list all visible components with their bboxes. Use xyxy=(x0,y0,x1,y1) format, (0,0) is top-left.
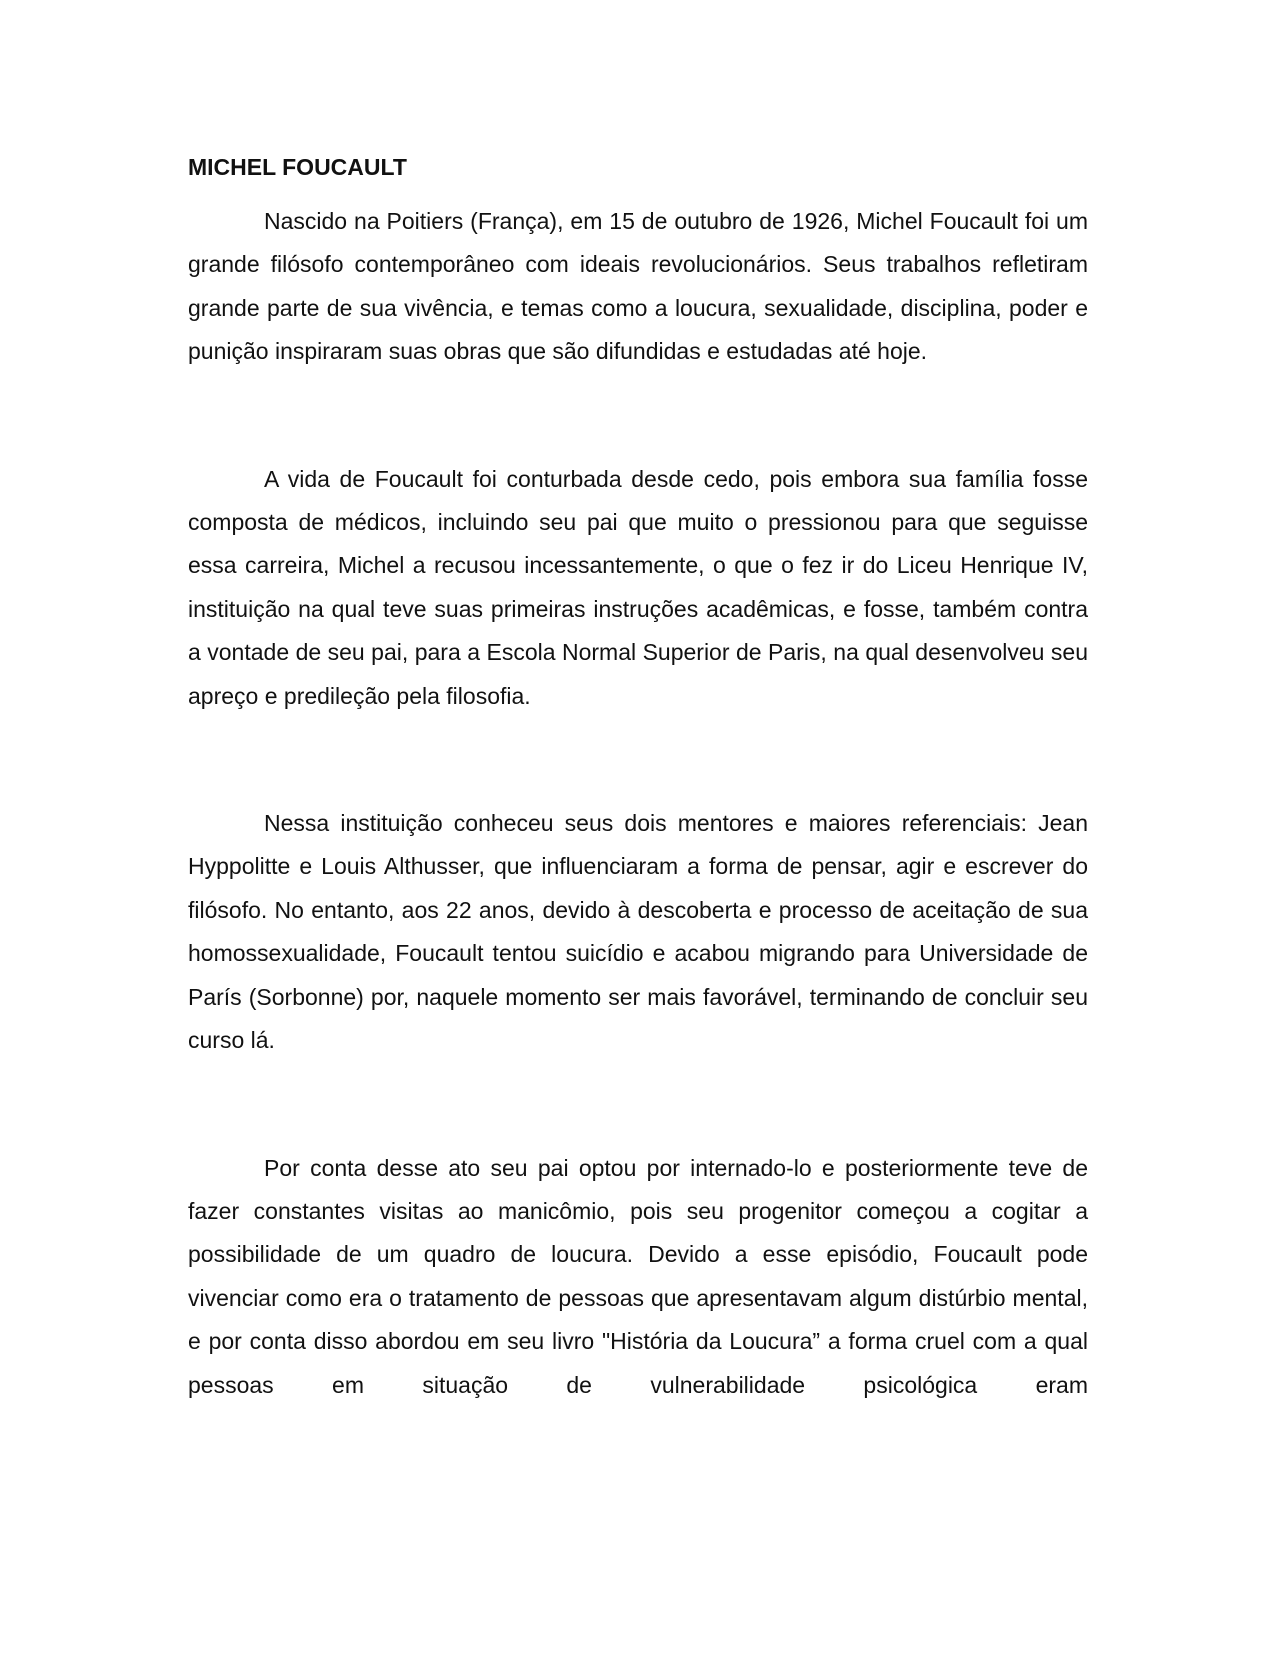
document-title: MICHEL FOUCAULT xyxy=(188,154,407,180)
paragraph-mentors: Nessa instituição conheceu seus dois mentores e maiores referenciais: Jean Hyppolitte e Louis Althusser, que influenciaram a forma de pensar, agir e escrever do filósofo. No entanto, aos 22 anos, devido à descoberta e processo de aceitação de sua homossexualidade, Foucault tentou suicídio e acabou migrando para Universidade de París (Sorbonne) por, naquele momento ser mais favorável, terminando de concluir seu curso lá. xyxy=(188,810,1088,1054)
paragraph-asylum: Por conta desse ato seu pai optou por internado-lo e posteriormente teve de fazer constantes visitas ao manicômio, pois seu progenitor começou a cogitar a possibilidade de um quadro de loucura. Devido a esse episódio, Foucault pode vivenciar como era o tratamento de pessoas que apresentavam algum distúrbio mental, e por conta disso abordou em seu livro "História da Loucura” a forma cruel com a qual pessoas em situação de vulnerabilidade psicológica eram xyxy=(188,1154,1088,1398)
paragraph-early-life: A vida de Foucault foi conturbada desde cedo, pois embora sua família fosse composta de médicos, incluindo seu pai que muito o pressionou para que seguisse essa carreira, Michel a recusou incessantemente, o que o fez ir do Liceu Henrique IV, instituição na qual teve suas primeiras instruções acadêmicas, e fosse, também contra a vontade de seu pai, para a Escola Normal Superior de Paris, na qual desenvolveu seu apreço e predileção pela filosofia. xyxy=(188,465,1088,709)
document-body xyxy=(188,140,1088,1407)
paragraph-birth: Nascido na Poitiers (França), em 15 de outubro de 1926, Michel Foucault foi um grande filósofo contemporâneo com ideais revolucionários. Seus trabalhos refletiram grande parte de sua vivência, e temas como a loucura, sexualidade, disciplina, poder e punição inspiraram suas obras que são difundidas e estudadas até hoje. xyxy=(188,208,1088,365)
